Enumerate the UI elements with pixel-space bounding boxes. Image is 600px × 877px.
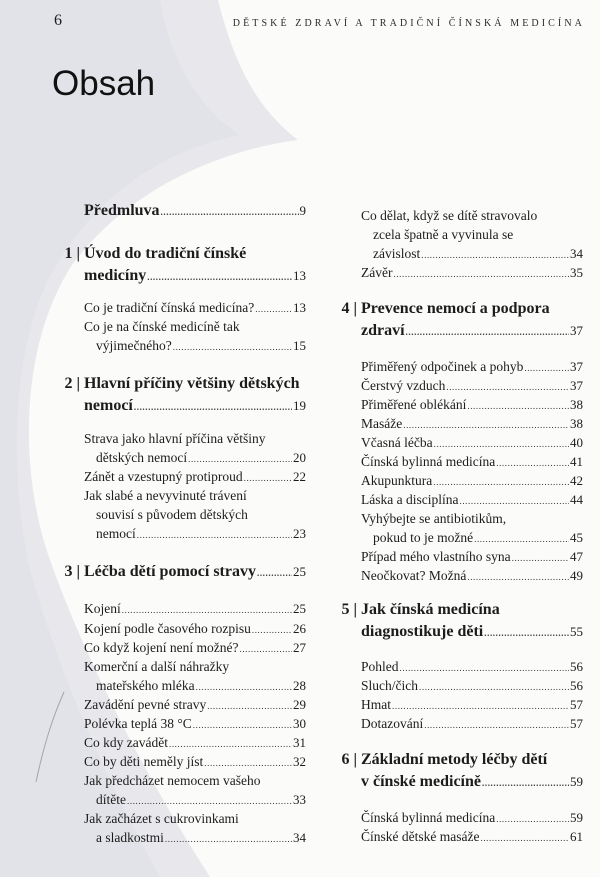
page-ref: 55 [570,624,583,639]
toc-entry[interactable] [361,657,583,676]
toc-entry[interactable] [84,695,306,714]
toc-entry-line [84,265,306,287]
toc-entry[interactable] [361,452,583,471]
toc-entry[interactable] [84,771,306,809]
toc-entry-text: Hmat [361,697,391,712]
page-ref: 30 [293,716,306,731]
toc-entry-text: a sladkostmi [96,830,164,845]
toc-entry-text: Zavádění pevné stravy [84,697,207,712]
chapter-number: 1 | [51,243,80,265]
toc-entry-text: Kojení [84,601,121,616]
page-ref: 20 [293,450,306,465]
toc-entry-line [361,566,583,585]
toc-entry[interactable] [84,467,306,486]
page-ref: 47 [570,549,583,564]
page-ref: 40 [570,435,583,450]
dot-leader [122,601,292,620]
toc-entry-line [84,561,306,583]
toc-entry-text: Neočkovat? Možná [361,568,467,583]
toc-entry-line [361,827,583,846]
toc-entry-text: Přiměřený odpočinek a pohyb [361,359,524,374]
chapter-number: 2 | [51,373,80,395]
toc-entry[interactable] [84,298,306,317]
page-ref: 34 [293,830,306,845]
toc-entry-text: Čínská bylinná medicína [361,810,496,825]
toc-entry-line: Prevence nemocí a podpora [361,300,550,317]
toc-entry-line [361,414,583,433]
toc-entry[interactable] [361,827,583,846]
toc-entry-text: dětských nemocí [96,450,188,465]
toc-entry-line: Vyhýbejte se antibiotikům, [361,511,507,526]
toc-entry-text: Co když kojení není možné? [84,640,239,655]
toc-entry[interactable] [361,471,583,490]
page-ref: 9 [299,203,306,218]
toc-entry-text: Dotazování [361,716,424,731]
chapter-number: 3 | [51,561,80,583]
toc-entry-line: Jak začházet s cukrovinkami [84,811,239,826]
dot-leader [161,201,299,223]
dot-leader [424,716,569,735]
toc-entry-text: Láska a disciplína [361,492,459,507]
toc-entry-line [84,467,306,486]
page-ref: 56 [570,678,583,693]
toc-entry-line [84,599,306,618]
toc-entry-text: Polévka teplá 38 °C [84,716,192,731]
toc-entry[interactable] [361,263,583,282]
toc-entry-line: Co dělat, když se dítě stravovalo [361,208,538,223]
toc-entry[interactable] [361,509,583,547]
page-number: 6 [54,12,62,29]
page-ref: 27 [293,640,306,655]
toc-entry-line [361,657,583,676]
page-ref: 25 [293,564,306,579]
toc-entry-text: v čínské medicíně [361,773,481,790]
toc-entry-line [361,357,583,376]
chapter-heading [84,373,306,417]
toc-entry-line: Základní metody léčby dětí [361,751,548,768]
toc-entry-line: Strava jako hlavní příčina většiny [84,431,266,446]
dot-leader [406,321,569,343]
toc-entry-text: pokud to je možné [373,530,474,545]
page-ref: 42 [570,473,583,488]
chapter-heading [361,298,583,342]
toc-entry[interactable] [361,433,583,452]
page-ref: 38 [570,416,583,431]
toc-entry-text: Čínská bylinná medicína [361,454,496,469]
page-title: Obsah [52,64,156,103]
dot-leader [134,396,292,418]
page-ref: 28 [293,678,306,693]
dot-leader [484,622,569,644]
page-ref: 29 [293,697,306,712]
toc-entry-text: Čínské dětské masáže [361,829,480,844]
toc-entry[interactable] [361,357,583,376]
dot-leader [393,265,569,284]
toc-entry[interactable] [361,490,583,509]
toc-entry-line [84,828,306,847]
toc-entry-line [361,621,583,643]
toc-entry[interactable] [361,206,583,263]
toc-entry[interactable] [361,566,583,585]
toc-entry-line: Komerční a další náhražky [84,659,230,674]
toc-entry-line [361,452,583,471]
toc-entry[interactable] [361,395,583,414]
page-ref: 59 [570,774,583,789]
toc-entry-text: Co by děti neměly jíst [84,754,204,769]
toc-entry-line [361,676,583,695]
toc-entry-text: Akupunktura [361,473,433,488]
toc-entry-line [361,471,583,490]
toc-entry-line [84,336,306,355]
toc-entry-text: Včasná léčba [361,435,433,450]
page-ref: 13 [293,268,306,283]
toc-entry-text: medicíny [84,267,147,284]
toc-entry-line [361,771,583,793]
toc-entry[interactable] [361,676,583,695]
page-ref: 37 [570,359,583,374]
page-ref: 31 [293,735,306,750]
page-ref: 49 [570,568,583,583]
toc-entry-line: souvisí s původem dětských [96,507,248,522]
page-ref: 61 [570,829,583,844]
toc-entry-line [84,733,306,752]
toc-entry-line [361,244,583,263]
page-ref: 26 [293,621,306,636]
toc-entry-line: Jak předcházet nemocem vašeho [84,773,261,788]
toc-entry-text: Čerstvý vzduch [361,378,446,393]
page-ref: 37 [570,323,583,338]
dot-leader [137,526,292,545]
toc-entry-line [361,376,583,395]
dot-leader [257,562,292,584]
toc-entry[interactable] [361,695,583,714]
toc-entry-text: Přiměřené oblékání [361,397,467,412]
page-ref: 35 [570,265,583,280]
page-ref: 56 [570,659,583,674]
toc-entry[interactable] [361,376,583,395]
page-ref: 38 [570,397,583,412]
toc-entry-text: Co je tradiční čínská medicína? [84,300,255,315]
toc-entry-line: zcela špatně a vyvinula se [373,227,514,242]
page-ref: 57 [570,716,583,731]
page-ref: 41 [570,454,583,469]
chapter-number: 5 | [328,599,357,621]
toc-entry-line: Jak čínská medicína [361,601,500,618]
dot-leader [173,338,292,357]
dot-leader [480,829,569,848]
toc-entry[interactable] [84,733,306,752]
toc-entry[interactable] [84,429,306,467]
toc-entry-line [361,547,583,566]
dot-leader [165,830,292,849]
toc-entry-text: dítěte [96,792,126,807]
toc-entry-line [361,528,583,547]
toc-entry-text: Sluch/čich [361,678,418,693]
toc-entry-text: nemocí [84,397,133,414]
toc-entry-line [84,200,306,222]
page-ref: 13 [293,300,306,315]
toc-entry-text: Případ mého vlastního syna [361,549,511,564]
toc-entry-text: závislost [373,246,421,261]
chapter-heading [361,599,583,643]
toc-entry-line: Úvod do tradiční čínské [84,245,247,262]
chapter-heading [84,561,306,583]
page-ref: 44 [570,492,583,507]
toc-entry-line [84,752,306,771]
toc-entry[interactable] [84,657,306,695]
page-ref: 34 [570,246,583,261]
toc-entry[interactable] [84,486,306,543]
pen-mark [28,690,68,790]
toc-entry-text: Zánět a vzestupný protiproud [84,469,243,484]
toc-entry[interactable] [361,547,583,566]
toc-entry-line [84,695,306,714]
toc-entry-text: Kojení podle časového rozpisu [84,621,251,636]
toc-entry-preface[interactable] [84,200,306,222]
toc-entry-text: Masáže [361,416,403,431]
toc-entry-line [84,298,306,317]
toc-entry[interactable] [84,714,306,733]
toc-entry[interactable] [84,619,306,638]
toc-entry-line [84,619,306,638]
page-ref: 45 [570,530,583,545]
toc-entry-text: nemocí [96,526,136,541]
page-ref: 33 [293,792,306,807]
toc-entry-text: mateřského mléka [96,678,195,693]
toc-entry-line [361,714,583,733]
toc-entry[interactable] [84,638,306,657]
toc-entry-text: výjimečného? [96,338,172,353]
toc-entry-line [361,808,583,827]
running-header: DĚTSKÉ ZDRAVÍ A TRADIČNÍ ČÍNSKÁ MEDICÍNA [232,18,585,29]
page-ref: 57 [570,697,583,712]
toc-entry[interactable] [361,714,583,733]
toc-entry[interactable] [84,809,306,847]
toc-entry-line [84,714,306,733]
toc-entry-line [361,395,583,414]
chapter-heading [84,243,306,287]
page-ref: 59 [570,810,583,825]
toc-entry[interactable] [361,414,583,433]
toc-entry-text: Co kdy zavádět [84,735,168,750]
toc-entry-text: diagnostikuje děti [361,623,484,640]
toc-entry[interactable] [84,599,306,618]
page-ref: 37 [570,378,583,393]
toc-entry-text: Předmluva [84,202,160,219]
toc-entry[interactable] [84,317,306,355]
toc-entry-line [361,433,583,452]
toc-entry-line [84,524,306,543]
toc-entry-line [84,395,306,417]
toc-entry-line: Hlavní příčiny většiny dětských [84,375,300,392]
toc-entry-line: Jak slabé a nevyvinuté trávení [84,488,247,503]
toc-entry-line [84,790,306,809]
toc-entry-line [361,263,583,282]
toc-entry-line [361,695,583,714]
dot-leader [147,266,292,288]
toc-entry-text: Pohled [361,659,399,674]
toc-entry-text: zdraví [361,322,405,339]
dot-leader [482,772,569,794]
page-ref: 15 [293,338,306,353]
page-ref: 22 [293,469,306,484]
page-ref: 23 [293,526,306,541]
chapter-heading [361,749,583,793]
toc-entry-line [84,448,306,467]
toc-entry-line [84,638,306,657]
toc-entry-text: Závěr [361,265,393,280]
chapter-number: 4 | [328,298,357,320]
toc-entry[interactable] [84,752,306,771]
page-ref: 32 [293,754,306,769]
toc-entry-line [361,320,583,342]
toc-entry-text: Léčba dětí pomocí stravy [84,563,256,580]
dot-leader [467,568,569,587]
toc-entry[interactable] [361,808,583,827]
page-ref: 19 [293,398,306,413]
chapter-number: 6 | [328,749,357,771]
toc-entry-line [361,490,583,509]
page-ref: 25 [293,601,306,616]
toc-entry-line: Co je na čínské medicíně tak [84,319,240,334]
toc-entry-line [84,676,306,695]
